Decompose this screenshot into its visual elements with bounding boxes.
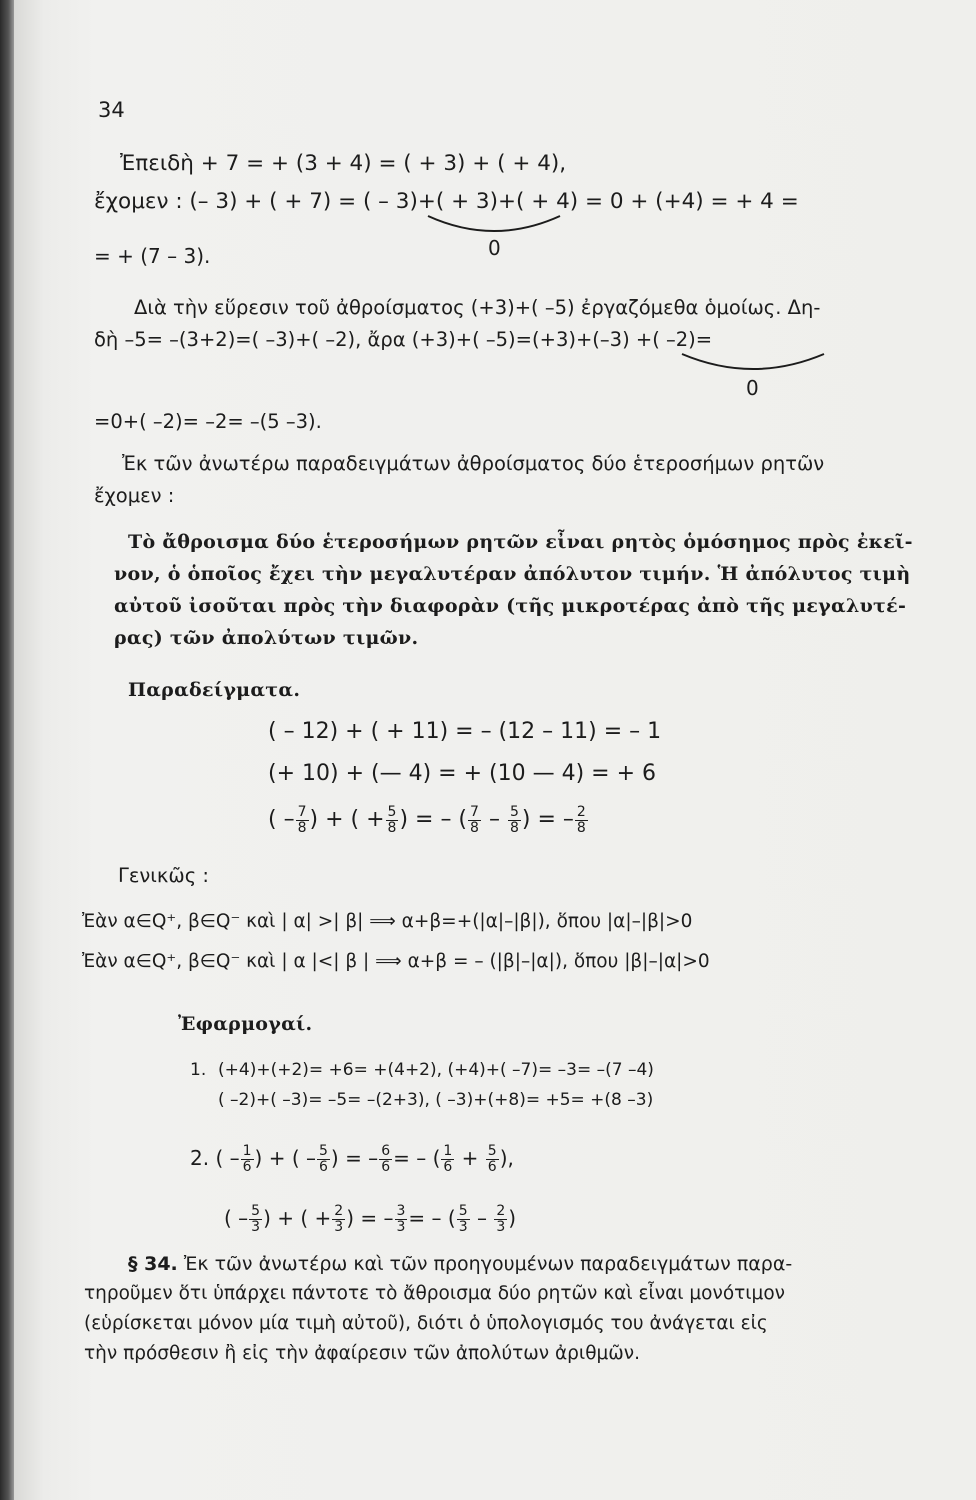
intro-line-5: δὴ –5= –(3+2)=( –3)+( –2), ἄρα (+3)+( –5)=(+3)+(–3) +( –2)=: [94, 328, 713, 351]
general-heading: Γενικῶς :: [118, 864, 209, 887]
book-binding: [0, 0, 14, 1500]
rule-line-3: αὐτοῦ ἰσοῦται πρὸς τὴν διαφορὰν (τῆς μικροτέρας ἀπὸ τῆς μεγαλυτέ-: [114, 595, 907, 617]
cancel-brace-1: [424, 212, 564, 236]
applications-heading: Ἐφαρμογαί.: [178, 1013, 313, 1035]
application-2: 2. ( – $\frac{1}{6}$ ) + ( – $\frac{5}{6}$ ) = – $\frac{6}{6}$ = – ( $\frac{1}{6}$ + $\frac{5}{6}$ ),: [190, 1143, 514, 1175]
intro-line-1: Ἐπειδὴ + 7 = + (3 + 4) = ( + 3) + ( + 4),: [120, 151, 567, 176]
intro-line-3: = + (7 – 3).: [94, 244, 211, 268]
general-rule-2: Ἐὰν α∈Q⁺, β∈Q⁻ καὶ | α |<| β | ⟹ α+β = – (|β|–|α|), ὅπου |β|–|α|>0: [82, 951, 710, 972]
application-3: ( – $\frac{5}{3}$ ) + ( + $\frac{2}{3}$ ) = – $\frac{3}{3}$ = – ( $\frac{5}{3}$ – $\frac{2}{3}$ ): [224, 1203, 517, 1235]
page-number: 34: [98, 98, 125, 122]
example-3: ( – $\frac{7}{8}$ ) + ( + $\frac{5}{8}$ ) = – ( $\frac{7}{8}$ – $\frac{5}{8}$ ) = – $\frac{2}{8}$: [268, 803, 586, 836]
examples-heading: Παραδείγματα.: [128, 679, 301, 701]
section-line-2: τηροῦμεν ὅτι ὑπάρχει πάντοτε τὸ ἄθροισμα δύο ρητῶν καὶ εἶναι μονότιμον: [84, 1283, 785, 1304]
intro-line-6: =0+( –2)= –2= –(5 –3).: [94, 410, 322, 433]
rule-line-2: νον, ὁ ὁποῖος ἔχει τὴν μεγαλυτέραν ἀπόλυτον τιμήν. Ἡ ἀπόλυτος τιμὴ: [114, 563, 911, 585]
section-line-3: (εὑρίσκεται μόνον μία τιμὴ αὐτοῦ), διότι ὁ ὑπολογισμός του ἀνάγεται εἰς: [84, 1313, 768, 1334]
section-marker: § 34.: [128, 1253, 178, 1275]
section-line-1: § 34. Ἐκ τῶν ἀνωτέρω καὶ τῶν προηγουμένων παραδειγμάτων παρα-: [128, 1253, 793, 1275]
rule-line-4: ρας) τῶν ἀπολύτων τιμῶν.: [114, 627, 419, 649]
section-line-4: τὴν πρόσθεσιν ἢ εἰς τὴν ἀφαίρεσιν τῶν ἀπολύτων ἀριθμῶν.: [84, 1343, 640, 1364]
rule-line-1: Τὸ ἄθροισμα δύο ἑτεροσήμων ρητῶν εἶναι ρητὸς ὁμόσημος πρὸς ἐκεῖ-: [128, 531, 913, 553]
example-2: (+ 10) + (— 4) = + (10 — 4) = + 6: [268, 761, 656, 786]
example-1: ( – 12) + ( + 11) = – (12 – 11) = – 1: [268, 719, 662, 744]
intro-line-4: Διὰ τὴν εὕρεσιν τοῦ ἀθροίσματος (+3)+( –5) ἐργαζόμεθα ὁμοίως. Δη-: [134, 296, 821, 319]
intro-line-8: ἔχομεν :: [94, 484, 175, 507]
application-1-line-1: (+4)+(+2)= +6= +(4+2), (+4)+( –7)= –3= –(7 –4): [218, 1060, 654, 1080]
application-1-line-2: ( –2)+( –3)= –5= –(2+3), ( –3)+(+8)= +5= +(8 –3): [218, 1090, 654, 1110]
application-1-number: 1.: [190, 1060, 207, 1080]
intro-line-7: Ἐκ τῶν ἀνωτέρω παραδειγμάτων ἀθροίσματος δύο ἑτεροσήμων ρητῶν: [122, 452, 825, 475]
intro-line-5-zero: 0: [746, 376, 759, 400]
intro-line-2: ἔχομεν : (– 3) + ( + 7) = ( – 3)+( + 3)+( + 4) = 0 + (+4) = + 4 =: [94, 189, 799, 214]
intro-line-2-zero: 0: [488, 236, 501, 260]
cancel-brace-2: [678, 350, 828, 374]
general-rule-1: Ἐὰν α∈Q⁺, β∈Q⁻ καὶ | α| >| β| ⟹ α+β=+(|α|–|β|), ὅπου |α|–|β|>0: [82, 911, 693, 932]
